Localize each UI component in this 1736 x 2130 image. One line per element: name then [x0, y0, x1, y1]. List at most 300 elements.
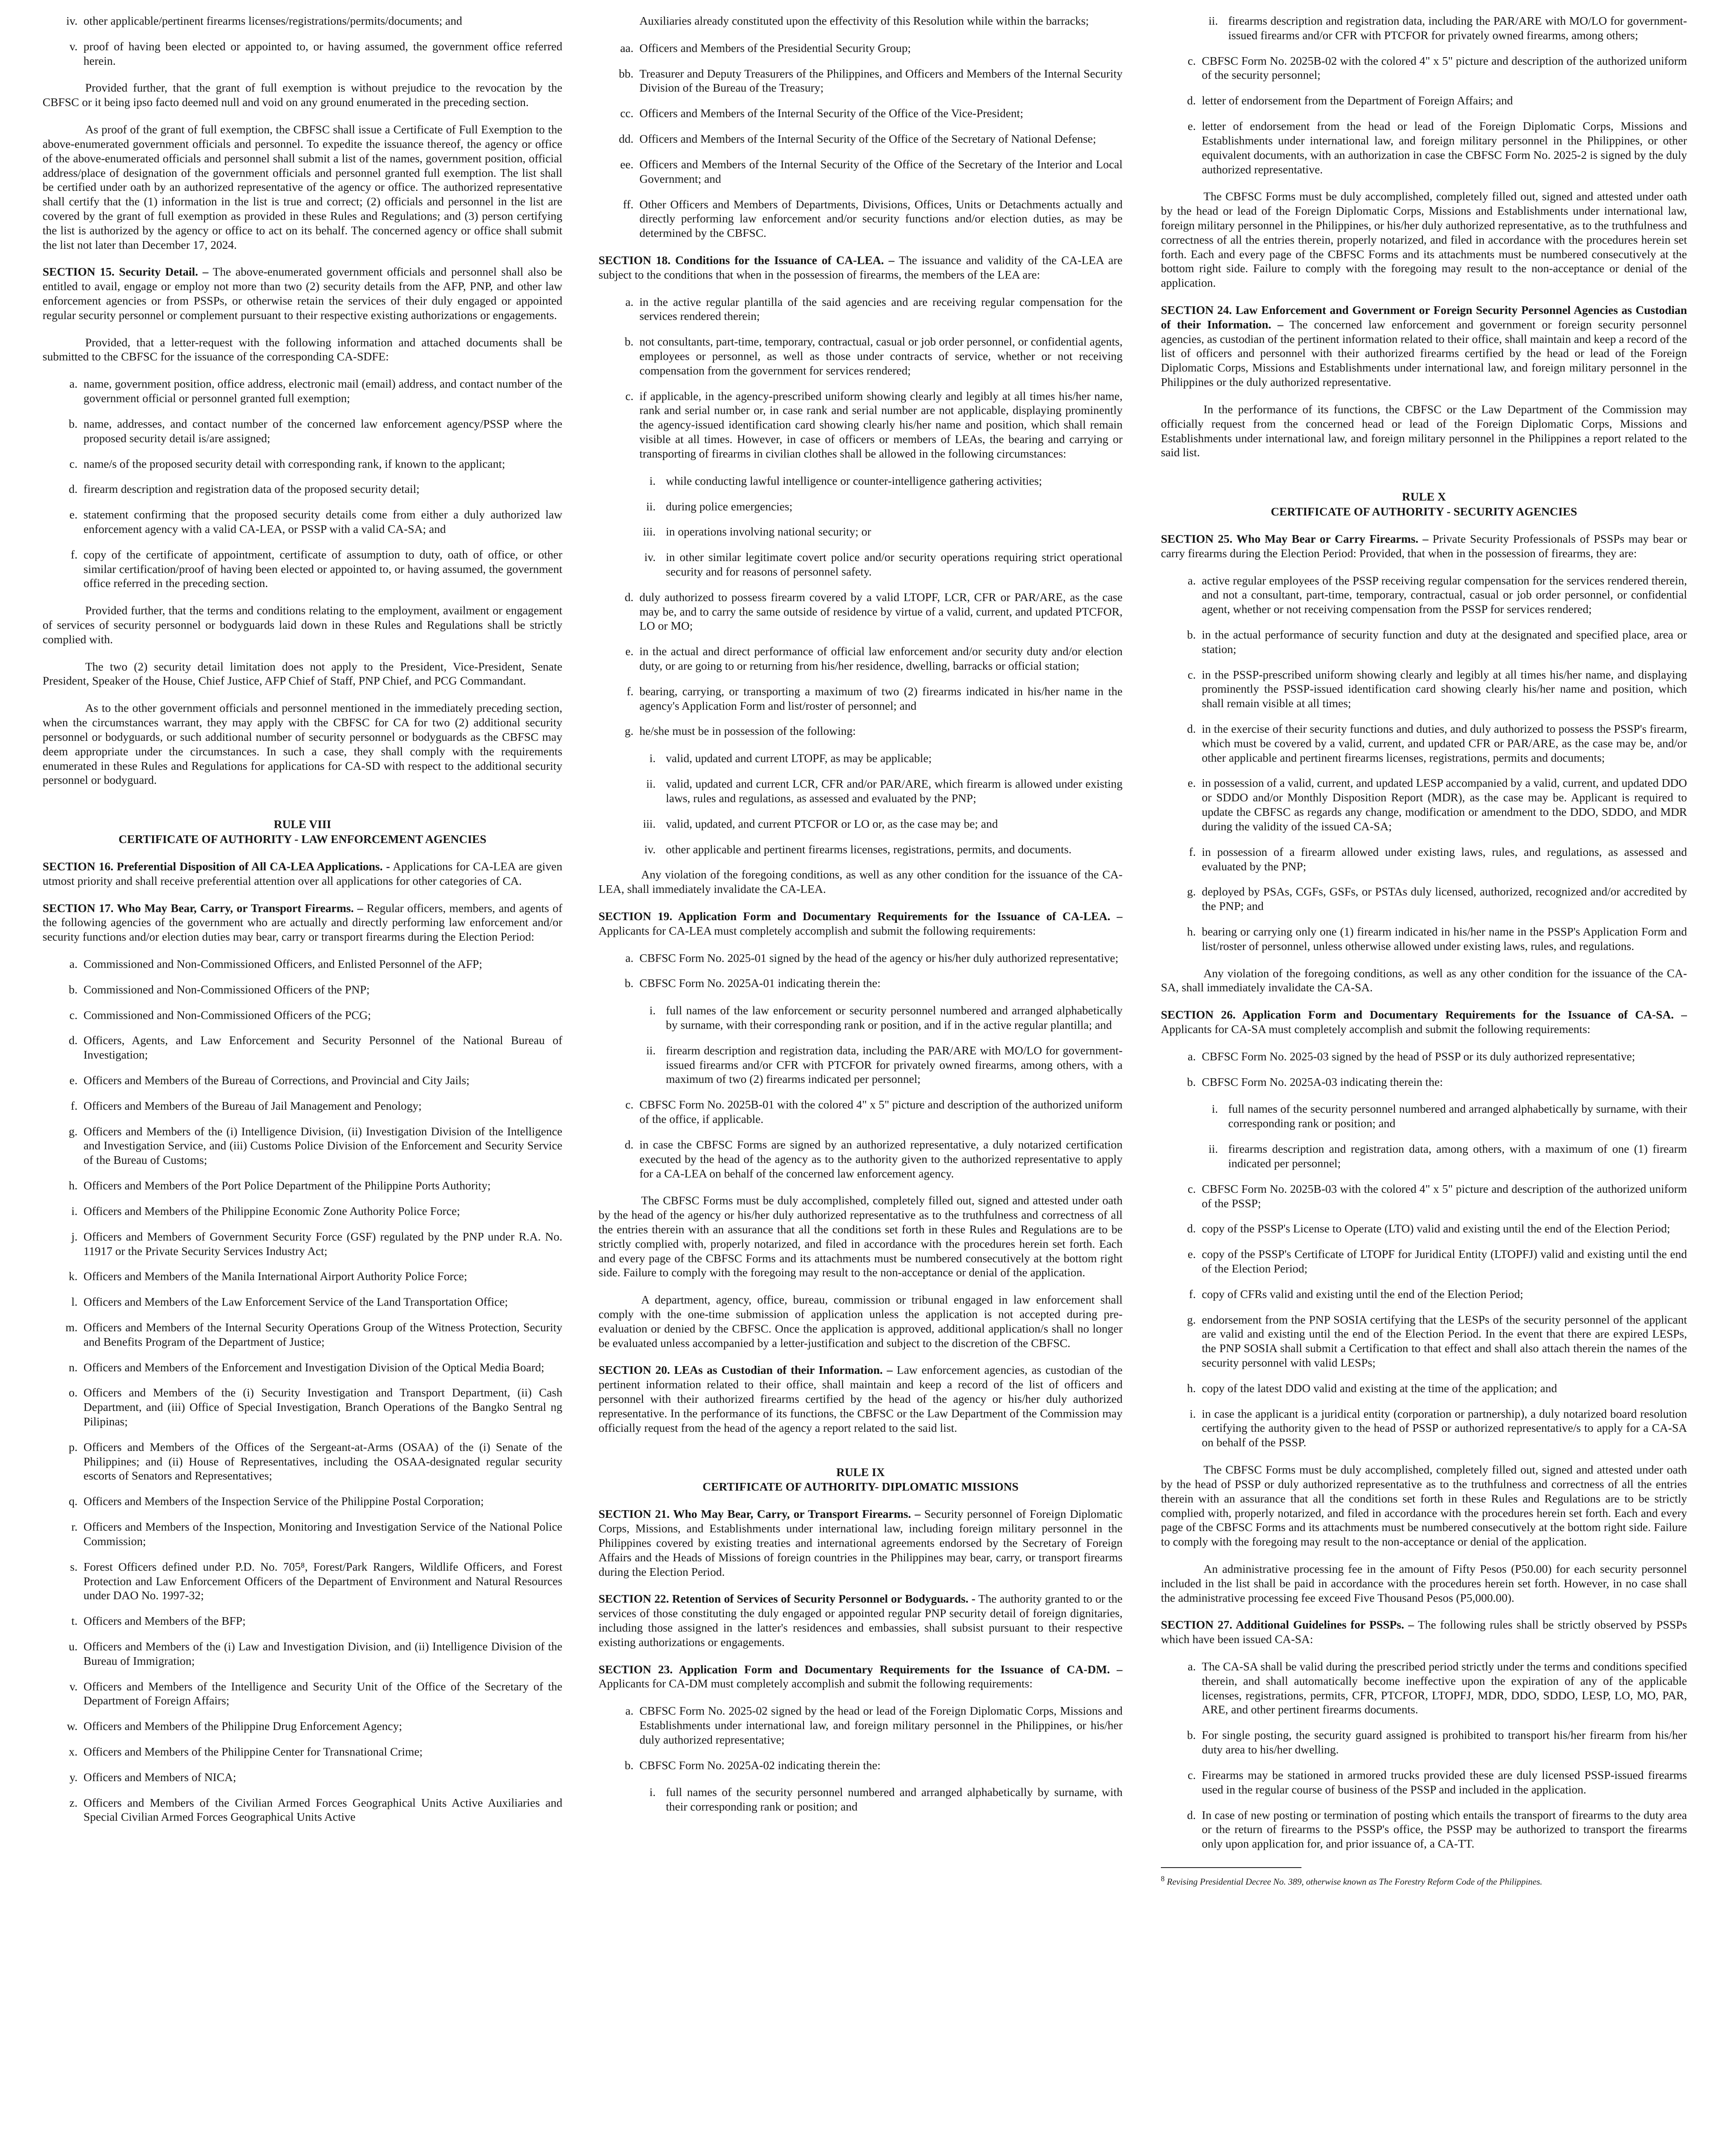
list-item — [599, 1097, 1123, 1126]
paragraph-text: The following rules shall be strictly observed by PSSPs which have been issued CA-SA: — [1161, 1618, 1687, 1646]
list-item — [599, 197, 1123, 240]
item-text: name/s of the proposed security detail with corresponding rank, if known to the applicant; — [83, 457, 505, 470]
item-marker: c. — [69, 1008, 78, 1022]
section-heading: SECTION 20. LEAs as Custodian of their Information. – — [599, 1363, 893, 1377]
list-item — [599, 1704, 1123, 1747]
item-marker: x. — [69, 1745, 78, 1758]
list-item — [599, 389, 1123, 461]
section-heading: SECTION 21. Who May Bear, Carry, or Transport Firearms. – — [599, 1507, 921, 1521]
item-marker: ii. — [646, 499, 656, 513]
paragraph-text: Applications for CA-LEA are given utmost priority and shall receive preferential attention over all applications for other categories of CA. — [43, 859, 562, 887]
item-text: in the actual performance of security function and duty at the designated and specified place, area or station; — [1202, 627, 1687, 656]
item-marker: i. — [649, 1785, 656, 1799]
section-paragraph — [1161, 303, 1687, 389]
item-marker: a. — [69, 377, 78, 391]
paragraph — [43, 659, 562, 688]
sub-list-item — [621, 751, 1123, 766]
paragraph-text: Applicants for CA-LEA must completely accomplish and submit the following requirements: — [599, 924, 1036, 937]
paragraph-text: Private Security Professionals of PSSPs may bear or carry firearms during the Election Period: Provided, that when in the possession of firearms, they are: — [1161, 532, 1687, 560]
rule-title: CERTIFICATE OF AUTHORITY - LAW ENFORCEMENT AGENCIES — [118, 832, 487, 846]
rule-heading — [43, 817, 562, 846]
item-marker: b. — [625, 976, 633, 990]
item-text: Commissioned and Non-Commissioned Officers, and Enlisted Personnel of the AFP; — [83, 957, 482, 970]
paragraph — [43, 701, 562, 787]
list-item — [43, 1560, 562, 1603]
item-list — [1161, 1049, 1687, 1089]
item-marker: m. — [65, 1320, 78, 1334]
item-marker: b. — [1187, 1728, 1196, 1742]
sub-item-list — [621, 474, 1123, 579]
item-marker: l. — [71, 1295, 78, 1309]
item-marker: ii. — [1208, 1142, 1218, 1156]
item-marker: g. — [625, 724, 633, 738]
item-marker: b. — [1187, 1075, 1196, 1088]
item-text: other applicable and pertinent firearms licenses, registrations, permits, and documents. — [666, 842, 1072, 856]
list-item — [43, 1719, 562, 1733]
paragraph — [599, 867, 1123, 896]
list-item — [599, 1758, 1123, 1773]
section-paragraph — [599, 1507, 1123, 1579]
list-item — [43, 1008, 562, 1022]
paragraph — [1161, 1462, 1687, 1549]
item-text: Officers and Members of the (i) Intelligence Division, (ii) Investigation Division of the Intelligence and Investigation Service, and (iii) Customs Police Division of the Enforcement and Security Service of the Bureau of Customs; — [83, 1124, 562, 1167]
item-marker: a. — [1187, 1049, 1196, 1063]
item-text: CBFSC Form No. 2025B-01 with the colored 4" x 5" picture and description of the authorized uniform of the office, if applicable. — [639, 1098, 1123, 1126]
item-marker: c. — [1187, 1182, 1196, 1195]
item-text: firearm description and registration data of the proposed security detail; — [83, 482, 420, 496]
paragraph — [1161, 402, 1687, 460]
item-text: CBFSC Form No. 2025B-03 with the colored 4" x 5" picture and description of the authorized uniform of the PSSP; — [1202, 1182, 1687, 1210]
item-marker: d. — [1187, 1808, 1196, 1822]
list-item — [1161, 573, 1687, 616]
list-item — [43, 1295, 562, 1309]
item-text: valid, updated and current LCR, CFR and/or PAR/ARE, which firearm is allowed under existing laws, rules and regulations, as assessed and evaluated by the PNP; — [666, 777, 1123, 805]
item-marker: j. — [71, 1229, 78, 1243]
item-text: Officers and Members of the BFP; — [83, 1614, 246, 1628]
section-heading: SECTION 24. Law Enforcement and Government or Foreign Security Personnel Agencies as Custodian of their Information. – — [1161, 303, 1687, 331]
left-column — [43, 14, 562, 2130]
footnote-number: 8 — [1161, 1874, 1165, 1883]
item-list — [599, 41, 1123, 240]
item-marker: p. — [69, 1440, 78, 1454]
middle-column — [599, 14, 1123, 2130]
list-item — [599, 951, 1123, 965]
section-paragraph — [1161, 1007, 1687, 1036]
section-paragraph — [43, 901, 562, 944]
item-marker: a. — [625, 295, 633, 308]
item-text: Officers and Members of NICA; — [83, 1770, 236, 1784]
item-marker: f. — [1189, 845, 1196, 858]
item-marker: e. — [1187, 1247, 1196, 1261]
sub-item-list — [621, 751, 1123, 856]
item-marker: c. — [1187, 668, 1196, 681]
item-marker: t. — [71, 1614, 78, 1628]
sub-list-item — [1183, 14, 1687, 43]
list-item — [599, 106, 1123, 121]
list-item — [43, 507, 562, 536]
item-marker: d. — [1187, 722, 1196, 735]
list-item — [43, 547, 562, 590]
item-text: Officers and Members of the Philippine Economic Zone Authority Police Force; — [83, 1204, 460, 1218]
paragraph-text: An administrative processing fee in the amount of Fifty Pesos (P50.00) for each security personnel included in the list shall be paid in accordance with the procedures herein set forth. However, in no case shall the administrative processing fee exceed Five Thousand Pesos (P5,000.00). — [1161, 1562, 1687, 1604]
item-marker: b. — [1187, 627, 1196, 641]
item-marker: a. — [625, 1704, 633, 1718]
item-text: bearing or carrying only one (1) firearm indicated in his/her name in the PSSP's Application Form and list/roster of personnel, unless otherwise allowed under existing laws, rules, and regulations. — [1202, 924, 1687, 953]
list-item — [1161, 627, 1687, 656]
item-text: CBFSC Form No. 2025A-02 indicating therein the: — [639, 1758, 881, 1772]
item-text: letter of endorsement from the head or lead of the Foreign Diplomatic Corps, Missions and Establishments under international law, and foreign military personnel in the Philippines, or other equivalent documents, with an authorization in case the CBFSC Form No. 2025-2 is signed by the duly authorized representative. — [1202, 119, 1687, 176]
item-text: endorsement from the PNP SOSIA certifying that the LESPs of the security personnel of the applicant are valid and existing until the end of the Election Period. In the event that there are expired LESPs, the PNP SOSIA shall submit a Certification to that effect and shall also attach therein the names of the security personnel with valid LESPs; — [1202, 1313, 1687, 1369]
list-item — [43, 982, 562, 997]
list-item — [43, 1614, 562, 1628]
item-text: Officers and Members of the Law Enforcement Service of the Land Transportation Office; — [83, 1295, 508, 1309]
paragraph-text: Applicants for CA-DM must completely accomplish and submit the following requirements: — [599, 1677, 1033, 1690]
list-item — [43, 1494, 562, 1508]
item-text: CBFSC Form No. 2025-02 signed by the head or lead of the Foreign Diplomatic Corps, Missions and Establishments under international law, and foreign military personnel in the Philippines, or his/her duly authorized representative; — [639, 1704, 1123, 1746]
item-list — [1161, 54, 1687, 177]
item-text: For single posting, the security guard assigned is prohibited to transport his/her firearm from his/her duty area to his/her dwelling. — [1202, 1728, 1687, 1756]
item-text: if applicable, in the agency-prescribed uniform showing clearly and legibly at all times his/her name, rank and serial number or, in case rank and serial number are not applicable, displaying prominently the agency-issued identification card showing clearly his/her name and position, which shall remain visible at all times. However, in case of officers or members of LEAs, the bearing and carrying or transporting of firearms in civilian clothes shall be allowed in the following circumstances: — [639, 389, 1123, 460]
paragraph-text: The above-enumerated government officials and personnel shall also be entitled to avail, engage or employ not more than two (2) security details from the AFP, PNP, and other law enforcement agencies or from PSSPs, or otherwise retain the services of their duly engaged or appointed regular security personnel or complement pursuant to their respective existing authorizations or engagements. — [43, 265, 562, 322]
list-item — [1161, 1768, 1687, 1797]
item-marker: i. — [649, 751, 656, 765]
item-marker: a. — [1187, 573, 1196, 587]
item-marker: d. — [69, 1033, 78, 1047]
paragraph — [599, 1193, 1123, 1280]
list-item — [43, 1770, 562, 1785]
paragraph-text: The CBFSC Forms must be duly accomplished, completely filled out, signed and attested under oath by the head of PSSP or duly authorized representative as to the truthfulness and correctness of all the entries therein with an assurance that all the conditions set forth in these Rules and Regulations are to be strictly complied with, properly notarized, and filed in accordance with the procedures herein set forth. Each and every page of the CBFSC Forms and its attachments must be numbered consecutively at the bottom right side. Failure to comply with the foregoing may result to the non-acceptance or denial of the application. — [1161, 1463, 1687, 1549]
item-text: full names of the law enforcement or security personnel numbered and arranged alphabetically by surname, with their corresponding rank or position, and if in the active regular plantilla; and — [666, 1004, 1123, 1031]
item-text: Officers and Members of the Manila International Airport Authority Police Force; — [83, 1269, 467, 1283]
section-heading: SECTION 25. Who May Bear or Carry Firearms. – — [1161, 532, 1428, 545]
item-text: Officers and Members of the Offices of the Sergeant-at-Arms (OSAA) of the (i) Senate of the Philippines; and (ii) House of Representatives, including the OSAA-designated regular security escorts of Senators and Representatives; — [83, 1440, 562, 1482]
paragraph-text: Provided further, that the terms and conditions relating to the employment, availment or engagement of services of security personnel or bodyguards laid down in these Rules and Regulations shall be strictly complied with. — [43, 604, 562, 646]
item-text: Officers and Members of the Inspection, Monitoring and Investigation Service of the National Police Commission; — [83, 1520, 562, 1548]
item-text: CBFSC Form No. 2025-01 signed by the head of the agency or his/her duly authorized representative; — [639, 951, 1119, 964]
section-heading: SECTION 22. Retention of Services of Security Personnel or Bodyguards. - — [599, 1592, 976, 1606]
rule-number: RULE X — [1402, 490, 1446, 504]
paragraph-text: The two (2) security detail limitation does not apply to the President, Vice-President, Senate President, Speaker of the House, Chief Justice, AFP Chief of Staff, PNP Chief, and PCG Commandant. — [43, 659, 562, 688]
paragraph-text: As proof of the grant of full exemption, the CBFSC shall issue a Certificate of Full Exemption to the above-enumerated government officials and personnel. To expedite the issuance thereof, the agency or office of the above-enumerated officials and personnel shall submit a list of the names, government position, official address/place of designation of the government officials and personnel granted full exemption. The list shall be certified under oath by an authorized representative of the agency or office. The authorized representative shall certify that the (1) information in the list is true and correct; (2) officials and personnel in the list are covered by the grant of full exemption as provided in these Rules and Regulations; and (3) person certifying the list is authorized by the agency or office to act on its behalf. The concerned agency or office shall submit the list not later than December 17, 2024. — [43, 123, 562, 251]
item-marker: g. — [69, 1124, 78, 1138]
list-item — [1161, 884, 1687, 913]
item-marker: f. — [626, 684, 633, 698]
item-list — [599, 295, 1123, 461]
list-item — [599, 295, 1123, 324]
list-item — [43, 457, 562, 471]
item-marker: ee. — [620, 157, 633, 171]
section-heading: SECTION 26. Application Form and Documentary Requirements for the Issuance of CA-SA. – — [1161, 1008, 1687, 1022]
list-item — [43, 417, 562, 446]
section-heading: SECTION 15. Security Detail. – — [43, 265, 209, 279]
item-text: CBFSC Form No. 2025-03 signed by the head of PSSP or its duly authorized representative; — [1202, 1049, 1635, 1063]
item-text: Forest Officers defined under P.D. No. 705⁸, Forest/Park Rangers, Wildlife Officers, and Forest Protection and Law Enforcement Officers of the Department of Environment and Natural Resources under DAO No. 1997-32; — [83, 1560, 562, 1602]
list-item — [599, 590, 1123, 633]
list-item — [43, 1204, 562, 1218]
item-marker: h. — [69, 1179, 78, 1192]
item-marker: c. — [1187, 1768, 1196, 1782]
item-text: letter of endorsement from the Department of Foreign Affairs; and — [1202, 94, 1513, 107]
item-text: proof of having been elected or appointed to, or having assumed, the government office referred herein. — [83, 39, 562, 67]
item-text: Officers and Members of the Civilian Armed Forces Geographical Units Active Auxiliaries and Special Civilian Armed Forces Geographical Units Active — [83, 1796, 562, 1824]
item-marker: dd. — [619, 132, 633, 146]
list-item — [1161, 119, 1687, 176]
item-text: valid, updated and current LTOPF, as may be applicable; — [666, 751, 932, 765]
item-text: Officers and Members of the Internal Security of the Office of the Secretary of the Interior and Local Government; and — [639, 157, 1123, 185]
item-marker: iv. — [644, 842, 656, 856]
item-marker: v. — [69, 1679, 78, 1693]
paragraph — [1161, 189, 1687, 290]
sub-item-list — [621, 1785, 1123, 1814]
item-marker: b. — [625, 1758, 633, 1772]
list-item — [1161, 1728, 1687, 1757]
item-text: Officers and Members of Government Security Force (GSF) regulated by the PNP under R.A. No. 11917 or the Private Security Services Industry Act; — [83, 1229, 562, 1258]
item-text: Officers and Members of the Port Police Department of the Philippine Ports Authority; — [83, 1179, 491, 1192]
item-marker: c. — [625, 389, 633, 403]
list-item — [599, 66, 1123, 95]
list-item — [1161, 668, 1687, 711]
paragraph — [43, 122, 562, 252]
list-item — [1161, 924, 1687, 953]
list-item — [1161, 1659, 1687, 1717]
paragraph-text: The CBFSC Forms must be duly accomplished, completely filled out, signed and attested under oath by the head or lead of the Foreign Diplomatic Corps, Missions and Establishments under international law, foreign military personnel in the Philippines, or his/her duly authorized representative, as to the truthfulness and correctness of all the entries therein, properly notarized, and filed in accordance with the procedures herein set forth. Each and every page of the CBFSC Forms and its attachments must be numbered consecutively at the bottom right side. Failure to comply with the foregoing may result to the non-acceptance or denial of the application. — [1161, 190, 1687, 290]
item-marker: ii. — [646, 1043, 656, 1057]
section-paragraph — [1161, 1618, 1687, 1646]
item-marker: e. — [1187, 776, 1196, 790]
footnote-text: Revising Presidential Decree No. 389, otherwise known as The Forestry Reform Code of the Philippines. — [1167, 1876, 1543, 1887]
item-marker: o. — [69, 1386, 78, 1399]
item-marker: d. — [625, 590, 633, 604]
list-item — [43, 377, 562, 406]
list-item — [599, 1137, 1123, 1180]
item-marker: a. — [69, 957, 78, 970]
item-marker: s. — [70, 1560, 78, 1573]
item-text: full names of the security personnel numbered and arranged alphabetically by surname, with their corresponding rank or position; and — [1228, 1102, 1687, 1130]
item-marker: ff. — [623, 197, 633, 211]
list-item — [43, 482, 562, 496]
item-marker: e. — [69, 508, 78, 521]
item-text: in the exercise of their security functions and duties, and duly authorized to possess the PSSP's firearm, which must be covered by a valid, current, and updated CFR or PAR/ARE, as the case may be, and/or other applicable and pertinent firearms licenses, registrations, permits and documents; — [1202, 722, 1687, 764]
list-item — [1161, 1049, 1687, 1064]
sub-list-item — [621, 499, 1123, 514]
list-item — [43, 14, 562, 28]
item-text: Other Officers and Members of Departments, Divisions, Offices, Units or Detachments actually and directly performing law enforcement and/or security functions and/or election duties, as may be determined by the CBFSC. — [639, 197, 1123, 240]
item-list — [43, 957, 562, 1824]
sub-list-item — [1183, 1142, 1687, 1171]
paragraph-text: Law enforcement agencies, as custodian of the pertinent information related to their office, shall maintain and keep a record of the list of officers and personnel with their authorized firearms certified by the head of the agency or his/her duly authorized representative. In the performance of its functions, the CBFSC or the Law Department of the Commission may officially request from the head of the agency a report related to the said list. — [599, 1363, 1123, 1434]
item-list — [1161, 1182, 1687, 1450]
item-list — [599, 1704, 1123, 1772]
item-text: Officers and Members of the Bureau of Jail Management and Penology; — [83, 1099, 422, 1112]
item-text: in possession of a firearm allowed under existing laws, rules, and regulations, as assessed and evaluated by the PNP; — [1202, 845, 1687, 873]
item-text: in possession of a valid, current, and updated LESP accompanied by a valid, current, and updated DDO or SDDO and/or Monthly Disposition Report (MDR), as the case may be. Applicant is required to update the CBFSC as regards any change, modification or amendment to the DDO, SDDO, and MDR during the validity of the issued CA-SA; — [1202, 776, 1687, 833]
item-text: Officers and Members of the Enforcement and Investigation Division of the Optical Media Board; — [83, 1360, 544, 1374]
item-marker: k. — [69, 1269, 78, 1283]
section-heading: SECTION 23. Application Form and Documentary Requirements for the Issuance of CA-DM. – — [599, 1662, 1123, 1676]
item-marker: f. — [70, 1099, 78, 1112]
paragraph — [1161, 966, 1687, 995]
item-text: Commissioned and Non-Commissioned Officers of the PNP; — [83, 982, 370, 996]
list-item — [1161, 776, 1687, 833]
item-text: name, addresses, and contact number of the concerned law enforcement agency/PSSP where the proposed security detail is/are assigned; — [83, 417, 562, 445]
rule-heading — [1161, 489, 1687, 519]
item-marker: i. — [649, 474, 656, 487]
item-text: Officers and Members of the Internal Security of the Office of the Secretary of National Defense; — [639, 132, 1096, 146]
list-item — [43, 1639, 562, 1668]
sub-list-item — [621, 817, 1123, 831]
list-item — [43, 1744, 562, 1759]
paragraph-text: Security personnel of Foreign Diplomatic Corps, Missions, and Establishments under international law, including foreign military personnel in the Philippines covered by existing treaties and international agreements endorsed by the Secretary of Foreign Affairs and the Heads of Missions of foreign countries in the Philippines may bear, carry, or transport firearms during the Election Period. — [599, 1507, 1123, 1578]
paragraph-text: As to the other government officials and personnel mentioned in the immediately preceding section, when the circumstances warrant, they may apply with the CBFSC for CA for two (2) additional security personnel or bodyguards, or such additional number of security personnel or bodyguards as the CBFSC may deem appropriate under the circumstances. In such a case, they shall comply with the requirements enumerated in these Rules and Regulations for applications for CA-SD with respect to the additional security personnel or bodyguard. — [43, 701, 562, 787]
item-text: In case of new posting or termination of posting which entails the transport of firearms to the duty area or the return of firearms to the PSSP's office, the PSSP may be authorized to transport the firearms only upon application for, and prior issuance of, a CA-TT. — [1202, 1808, 1687, 1851]
list-item — [1161, 54, 1687, 83]
item-text: in case the CBFSC Forms are signed by an authorized representative, a duly notarized certification executed by the head of the agency as to the authority given to the authorized representative to apply for a CA-LEA on behalf of the concerned law enforcement agency. — [639, 1137, 1123, 1180]
paragraph-text: The issuance and validity of the CA-LEA are subject to the conditions that when in the possession of firearms, the members of the LEA are: — [599, 253, 1123, 281]
sub-list-item — [621, 1003, 1123, 1032]
sub-list-item — [621, 1785, 1123, 1814]
item-marker: aa. — [620, 41, 633, 55]
paragraph-text: A department, agency, office, bureau, commission or tribunal engaged in law enforcement shall comply with the one-time submission of application unless the application is not accepted during pre-evaluation or denied by the CBFSC. Once the application is approved, additional application/s shall no longer be evaluated unless accompanied by a letter-justification and subject to the discretion of the CBFSC. — [599, 1293, 1123, 1350]
section-paragraph — [43, 859, 562, 888]
item-marker: f. — [70, 547, 78, 561]
list-item — [43, 1033, 562, 1062]
paragraph-text: In the performance of its functions, the CBFSC or the Law Department of the Commission may officially request from the concerned head or lead of the Foreign Diplomatic Corps, Missions and Establishments under international law, and foreign military personnel in the Philippines a report related to the said list. — [1161, 402, 1687, 459]
item-marker: d. — [69, 482, 78, 496]
list-item — [43, 1440, 562, 1483]
sub-list-item — [1183, 1102, 1687, 1131]
footnote — [1161, 1874, 1687, 1888]
list-item — [43, 1320, 562, 1349]
paragraph-text: Provided, that a letter-request with the following information and attached documents shall be submitted to the CBFSC for the issuance of the corresponding CA-SDFE: — [43, 335, 562, 363]
paragraph — [43, 335, 562, 364]
list-item — [43, 1360, 562, 1375]
item-marker: iv. — [66, 14, 78, 27]
item-text: copy of CFRs valid and existing until the end of the Election Period; — [1202, 1287, 1523, 1301]
list-item — [1161, 1313, 1687, 1370]
item-text: deployed by PSAs, CGFs, GSFs, or PSTAs duly licensed, authorized, recognized and/or accredited by the PNP; and — [1202, 885, 1687, 913]
list-item — [43, 1679, 562, 1708]
item-marker: iii. — [643, 817, 656, 830]
paragraph — [43, 603, 562, 646]
item-marker: d. — [625, 1137, 633, 1151]
list-item — [1161, 1287, 1687, 1301]
item-marker: f. — [1189, 1287, 1196, 1301]
item-text: Treasurer and Deputy Treasurers of the Philippines, and Officers and Members of the Internal Security Division of the Bureau of the Treasury; — [639, 66, 1123, 95]
item-text: valid, updated, and current PTCFOR or LO or, as the case may be; and — [666, 817, 998, 830]
item-text: copy of the latest DDO valid and existing at the time of the application; and — [1202, 1381, 1557, 1395]
item-text: Officers and Members of the Internal Security Operations Group of the Witness Protection, Security and Benefits Program of the Department of Justice; — [83, 1320, 562, 1348]
item-text: statement confirming that the proposed security details come from either a duly authorized law enforcement agency with a valid CA-LEA, or PSSP with a valid CA-SA; and — [83, 508, 562, 535]
item-text: in the actual and direct performance of official law enforcement and/or security duty and/or election duty, or are going to or returning from his/her residence, dwelling, barracks or official station; — [639, 645, 1123, 672]
item-marker: bb. — [619, 66, 633, 80]
item-list — [43, 14, 562, 68]
item-marker: b. — [69, 982, 78, 996]
item-text: other applicable/pertinent firearms licenses/registrations/permits/documents; and — [83, 14, 462, 27]
item-text: Officers and Members of the Presidential Security Group; — [639, 41, 911, 55]
list-item — [599, 724, 1123, 738]
item-text: The CA-SA shall be valid during the prescribed period strictly under the terms and conditions specified therein, and shall automatically become ineffective upon the expiration of any of the applicable licenses, registrations, permits, CFR, PTCFOR, LTOPFJ, MDR, DDO, SDDO, LESP, LO, MO, PAR, ARE, and other pertinent firearms documents. — [1202, 1660, 1687, 1716]
item-text: not consultants, part-time, temporary, contractual, casual or job order personnel, or confidential agents, employees or personnel, as well as those under contracts of service, whether or not receiving compensation from the government for services rendered; — [639, 335, 1123, 377]
paragraph — [1161, 1562, 1687, 1605]
item-marker: c. — [1187, 54, 1196, 67]
paragraph-text: Provided further, that the grant of full exemption is without prejudice to the revocation by the CBFSC or it being ipso facto deemed null and void on any ground enumerated in the preceding section. — [43, 81, 562, 109]
paragraph-text: The authority granted to or the services of those constituting the duly engaged or appointed regular PNP security detail of foreign dignitaries, including those assigned in the latter's residences and embassies, shall subsist pursuant to their respective existing authorizations or engagements. — [599, 1592, 1123, 1649]
list-item — [1161, 845, 1687, 874]
item-text: copy of the PSSP's License to Operate (LTO) valid and existing until the end of the Election Period; — [1202, 1222, 1670, 1235]
item-marker: d. — [1187, 1222, 1196, 1235]
list-item — [1161, 1247, 1687, 1276]
item-text: Firearms may be stationed in armored trucks provided these are duly licensed PSSP-issued firearms used in the regular course of business of the PSSP and included in the application. — [1202, 1768, 1687, 1796]
section-paragraph — [599, 1662, 1123, 1691]
item-marker: i. — [1212, 1102, 1218, 1116]
item-list — [599, 590, 1123, 739]
item-text: Officers and Members of the Philippine Center for Transnational Crime; — [83, 1745, 423, 1758]
item-marker: e. — [625, 645, 633, 658]
item-marker: iv. — [644, 550, 656, 564]
item-marker: g. — [1187, 885, 1196, 898]
section-heading: SECTION 19. Application Form and Documentary Requirements for the Issuance of CA-LEA. – — [599, 909, 1123, 923]
paragraph-text: Applicants for CA-SA must completely accomplish and submit the following requirements: — [1161, 1022, 1591, 1036]
section-paragraph — [43, 265, 562, 322]
item-marker: e. — [69, 1074, 78, 1087]
list-item — [1161, 1381, 1687, 1396]
paragraph-text: The CBFSC Forms must be duly accomplished, completely filled out, signed and attested under oath by the head of the agency or his/her duly authorized representative as to the truthfulness and correctness of all the entries therein with an assurance that all the conditions set forth in these Rules and Regulations are to be strictly complied with, properly notarized, and filed in accordance with the procedures herein set forth. Each and every page of the CBFSC Forms and its attachments must be numbered consecutively at the bottom right side. Failure to comply with the foregoing may result to the non-acceptance or denial of the application. — [599, 1194, 1123, 1279]
rule-heading — [599, 1465, 1123, 1494]
item-list — [1161, 1659, 1687, 1851]
sub-list-item — [621, 474, 1123, 488]
item-text: he/she must be in possession of the following: — [639, 724, 856, 738]
item-marker: a. — [625, 951, 633, 964]
item-marker: ii. — [1208, 14, 1218, 27]
list-item — [599, 644, 1123, 673]
item-marker: b. — [625, 335, 633, 348]
item-text: CBFSC Form No. 2025B-02 with the colored 4" x 5" picture and description of the authorized uniform of the security personnel; — [1202, 54, 1687, 82]
item-text: firearms description and registration data, including the PAR/ARE with MO/LO for government-issued firearms and/or CFR with PTCFOR for privately owned firearms, among others; — [1228, 14, 1687, 42]
item-list — [599, 951, 1123, 991]
section-paragraph — [1161, 532, 1687, 561]
paragraph-text: Any violation of the foregoing conditions, as well as any other condition for the issuance of the CA-LEA, shall immediately invalidate the CA-LEA. — [599, 868, 1123, 896]
item-marker: g. — [1187, 1313, 1196, 1326]
section-heading: SECTION 16. Preferential Disposition of All CA-LEA Applications. - — [43, 859, 390, 873]
section-heading: SECTION 17. Who May Bear, Carry, or Transport Firearms. – — [43, 901, 363, 915]
item-list — [43, 377, 562, 590]
item-text: bearing, carrying, or transporting a maximum of two (2) firearms indicated in his/her name in the agency's Application Form and list/roster of personnel; and — [639, 684, 1123, 712]
list-item — [43, 1520, 562, 1549]
item-text: duly authorized to possess firearm covered by a valid LTOPF, LCR, CFR or PAR/ARE, as the case may be, and to carry the same outside of residence by virtue of a valid, current, and updated PTCFOR, LO or MO; — [639, 590, 1123, 633]
item-text: copy of the certificate of appointment, certificate of assumption to duty, oath of office, or other similar certification/proof of having been elected or appointed to, or having assumed, the government office referred in the preceding section. — [83, 547, 562, 590]
rule-number: RULE VIII — [273, 817, 331, 831]
item-text: in the PSSP-prescribed uniform showing clearly and legibly at all times his/her name, and displaying prominently the PSSP-issued identification card showing clearly his/her name and position, which shall remain visible at all times; — [1202, 668, 1687, 710]
paragraph — [43, 81, 562, 109]
item-text: while conducting lawful intelligence or counter-intelligence gathering activities; — [666, 474, 1042, 487]
item-marker: w. — [67, 1719, 78, 1733]
item-marker: c. — [69, 457, 78, 470]
sub-list-item — [621, 777, 1123, 806]
item-marker: h. — [1187, 924, 1196, 938]
item-marker: i. — [1189, 1407, 1196, 1420]
list-item — [43, 957, 562, 971]
item-text: Officers and Members of the Intelligence and Security Unit of the Office of the Secretary of the Department of Foreign Affairs; — [83, 1679, 562, 1707]
sub-list-item — [621, 1043, 1123, 1086]
list-item — [43, 1796, 562, 1825]
list-item — [43, 1124, 562, 1167]
item-text: during police emergencies; — [666, 499, 793, 513]
list-item — [1161, 1407, 1687, 1450]
item-marker: h. — [1187, 1381, 1196, 1395]
list-item — [599, 976, 1123, 990]
section-paragraph — [599, 1592, 1123, 1649]
continued-item-text — [599, 14, 1123, 28]
